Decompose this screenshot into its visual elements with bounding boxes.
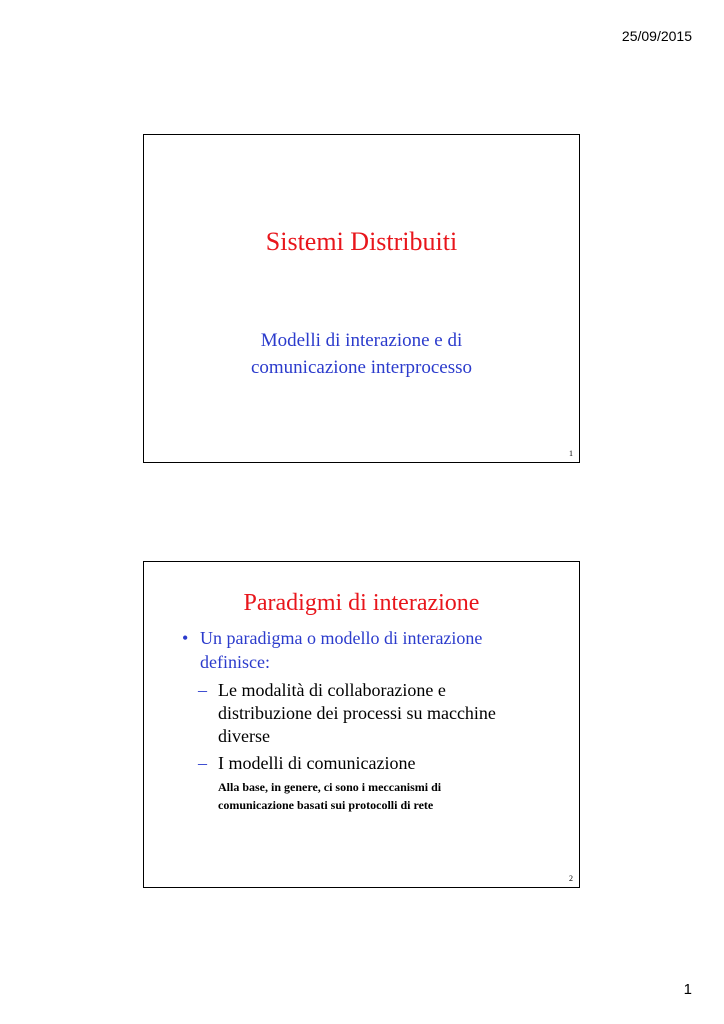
bullet-text-line: Un paradigma o modello di interazione [200,628,483,648]
page-number: 1 [683,981,692,998]
page-date: 25/09/2015 [621,28,692,44]
slide-2 [143,561,580,888]
bullet-item [182,626,542,674]
bullet-marker: • [182,628,189,648]
note-line: comunicazione basati sui protocolli di rete [218,798,434,812]
dash-marker: – [198,680,207,700]
slide-1-subtitle-line: Modelli di interazione e di [260,330,463,351]
sub-bullet-line: I modelli di comunicazione [218,753,416,773]
slide-1-subtitle [144,327,579,381]
note-text [218,778,538,814]
sub-bullet-item [198,752,538,775]
sub-bullet-line: diverse [218,726,270,746]
sub-bullet-item [198,679,538,748]
slide-2-title: Paradigmi di interazione [243,590,480,616]
slide-2-number: 2 [569,874,573,883]
note-line: Alla base, in genere, ci sono i meccanismi di [218,780,442,794]
bullet-text-line: definisce: [200,652,270,672]
slide-1-subtitle-line: comunicazione interprocesso [250,357,473,378]
sub-bullet-line: Le modalità di collaborazione e [218,680,446,700]
slide-1-number: 1 [569,449,573,458]
slide-1 [143,134,580,463]
slide-1-title: Sistemi Distribuiti [265,227,458,256]
sub-bullet-line: distribuzione dei processi su macchine [218,703,496,723]
dash-marker: – [198,753,207,773]
